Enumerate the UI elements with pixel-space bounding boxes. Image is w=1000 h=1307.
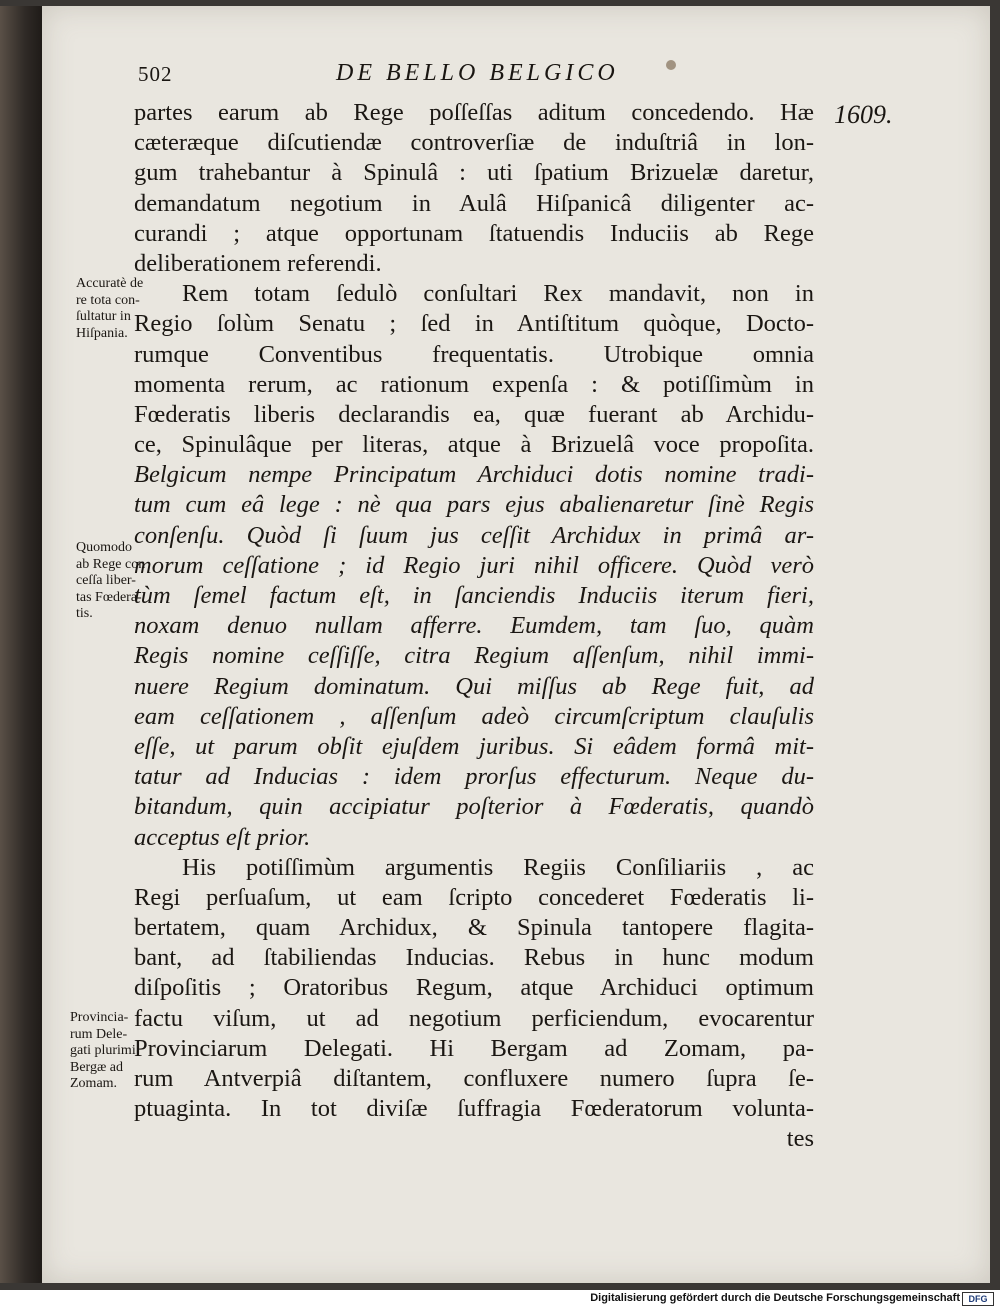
marginal-note-line: Hiſpania. (76, 325, 128, 341)
text-line: Regis nomine ceſſiſſe, citra Regium aſſenſum, nihil immi- (134, 642, 814, 670)
marginal-note-line: Zomam. (70, 1076, 118, 1091)
marginal-note-line: Bergæ ad (70, 1059, 124, 1075)
page-header (138, 56, 778, 92)
text-line: rum Antverpiâ diſtantem, confluxere numero ſupra ſe- (134, 1065, 814, 1092)
text-line: partes earum ab Rege poſſeſſas aditum concedendo. Hæ (134, 99, 814, 126)
text-line: tum cum eâ lege : nè qua pars ejus abalienaretur ſinè Regis (134, 491, 814, 519)
margin-year: 1609. (834, 100, 893, 129)
marginal-note-line: Accuratè de (76, 276, 144, 291)
text-line: Fœderatis liberis declarandis ea, quæ fuerant ab Archidu- (134, 400, 814, 428)
marginal-note-line: rum Dele- (70, 1026, 128, 1042)
text-line: conſenſu. Quòd ſi ſuum jus ceſſit Archidux in primâ ar- (134, 521, 814, 549)
marginal-note-line: gati plurimi (70, 1043, 136, 1058)
marginal-note-line: tis. (76, 606, 93, 621)
text-line: curandi ; atque opportunam ſtatuendis Induciis ab Rege (134, 219, 814, 247)
text-line: Regi perſuaſum, ut eam ſcripto concederet Fœderatis li- (134, 883, 814, 911)
text-line: acceptus eſt prior. (134, 823, 311, 851)
footer-bar (0, 1290, 1000, 1307)
text-line: Belgicum nempe Principatum Archiduci dotis nomine tradi- (134, 461, 814, 489)
text-line: bertatem, quam Archidux, & Spinula tantopere flagita- (134, 914, 814, 942)
text-line: diſpoſitis ; Oratoribus Regum, atque Archiduci optimum (134, 974, 814, 1002)
text-line: tatur ad Inducias : idem prorſus effecturum. Neque du- (134, 763, 814, 791)
text-line: Provinciarum Delegati. Hi Bergam ad Zomam, pa- (134, 1034, 814, 1062)
footer-credit: Digitalisierung gefördert durch die Deutsche Forschungsgemeinschaft (590, 1292, 960, 1304)
text-line: bant, ad ſtabiliendas Inducias. Rebus in hunc modum (134, 944, 814, 972)
marginal-note-line: Provincia- (70, 1010, 129, 1025)
text-line: factu viſum, ut ad negotium perficiendum, evocarentur (134, 1004, 814, 1032)
marginal-note-3 (70, 1010, 182, 1093)
text-line: eſſe, ut parum obſit ejuſdem juribus. Si eâdem formâ mit- (134, 732, 814, 760)
paragraph-3 (134, 853, 814, 1125)
marginal-note-1 (76, 276, 188, 342)
dfg-logo: DFG (962, 1292, 994, 1306)
text-line: Regio ſolùm Senatu ; ſed in Antiſtitum quòque, Docto- (134, 310, 814, 338)
running-title: DE BELLO BELGICO (336, 60, 619, 86)
marginal-note-line: Quomodo (76, 540, 132, 555)
paragraph-1 (134, 98, 814, 279)
text-line: morum ceſſatione ; id Regio juri nihil officere. Quòd verò (134, 551, 814, 579)
text-line: bitandum, quin accipiatur poſterior à Fœderatis, quandò (134, 793, 814, 821)
text-line: demandatum negotium in Aulâ Hiſpanicâ diligenter ac- (134, 189, 814, 217)
page-gutter-shadow (0, 6, 42, 1283)
page-number: 502 (138, 62, 173, 86)
marginal-note-line: tas Fœdera- (76, 589, 142, 605)
text-line: Rem totam ſedulò conſultari Rex mandavit, non in (182, 280, 814, 308)
text-line: eam ceſſationem , aſſenſum adeò circumſcriptum clauſulis (134, 702, 814, 730)
text-line: momenta rerum, ac rationum expenſa : & potiſſimùm in (134, 370, 814, 398)
text-line: tùm ſemel factum eſt, in ſanciendis Induciis iterum fieri, (134, 582, 814, 609)
paragraph-2-roman (134, 279, 814, 460)
marginal-note-line: re tota con- (76, 292, 140, 308)
text-line: deliberationem referendi. (134, 249, 382, 277)
text-line: gum trahebantur à Spinulâ : uti ſpatium Brizuelæ daretur, (134, 159, 814, 187)
marginal-note-2 (76, 540, 188, 623)
text-line: ptuaginta. In tot diviſæ ſuffragia Fœderatorum volunta- (134, 1095, 814, 1123)
text-line: ce, Spinulâque per literas, atque à Brizuelâ voce propoſita. (134, 431, 814, 459)
text-line: noxam denuo nullam afferre. Eumdem, tam ſuo, quàm (134, 612, 814, 640)
paragraph-2-italic (134, 460, 814, 852)
marginal-note-line: ſultatur in (76, 309, 131, 324)
marginal-note-line: ab Rege con (76, 556, 146, 572)
marginal-note-line: ceſſa liber- (76, 573, 136, 588)
ink-spot-mark (666, 60, 676, 70)
text-line: His potiſſimùm argumentis Regiis Conſiliariis , ac (182, 853, 814, 881)
text-line: cæteræque diſcutiendæ controverſiæ de induſtriâ in lon- (134, 129, 814, 157)
catchword: tes (786, 1125, 814, 1153)
text-line: rumque Conventibus frequentatis. Utrobique omnia (134, 340, 814, 368)
text-line: nuere Regium dominatum. Qui miſſus ab Rege fuit, ad (134, 672, 814, 700)
body-text (134, 98, 814, 1155)
